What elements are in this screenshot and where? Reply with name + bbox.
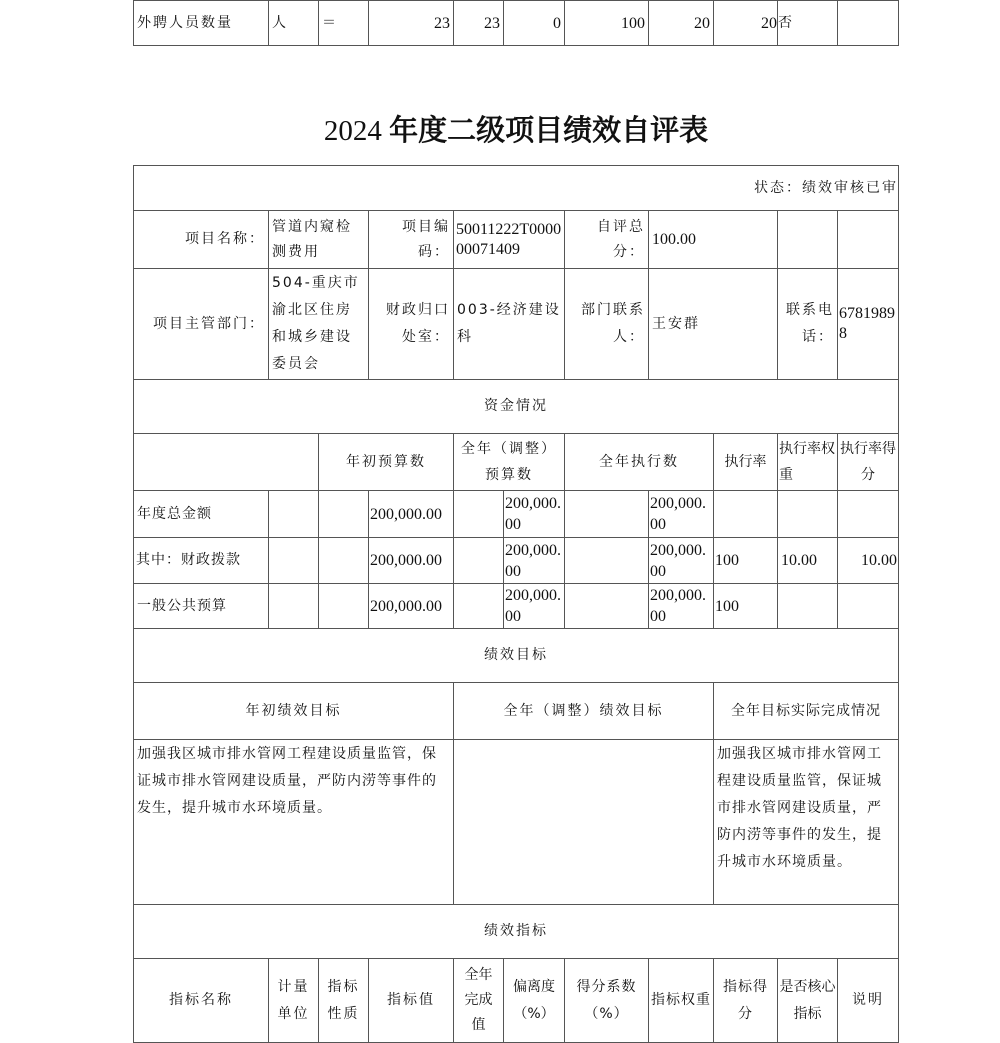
empty-cell: [269, 584, 319, 629]
funds-adjusted: 200,000.00: [504, 584, 565, 629]
indicator-value: 23: [369, 1, 454, 46]
funds-header-weight: 执行率权重: [778, 434, 838, 491]
goals-section-title: 绩效目标: [134, 629, 899, 683]
funds-score: 10.00: [838, 538, 899, 584]
funds-header-executed: 全年执行数: [565, 434, 714, 491]
project-code-label: 项目编码：: [369, 211, 454, 269]
goal-initial-text: 加强我区城市排水管网工程建设质量监管，保证城市排水管网建设质量，严防内涝等事件的发生，提升城市水环境质量。: [134, 740, 454, 905]
funds-row: [134, 584, 899, 629]
funds-row-label: 其中：财政拨款: [134, 538, 269, 584]
funds-weight: [778, 491, 838, 538]
phone-value: 67819898: [838, 269, 899, 380]
finance-value: 003-经济建设科: [454, 269, 565, 380]
indicator-header-coefficient: 得分系数（%）: [565, 959, 649, 1043]
indicator-header-weight: 指标权重: [649, 959, 714, 1043]
indicator-header-name: 指标名称: [134, 959, 269, 1043]
project-name-label: 项目名称：: [134, 211, 269, 269]
empty-cell: [319, 538, 369, 584]
empty-cell: [269, 538, 319, 584]
table-row: [134, 1, 899, 46]
indicator-note: [838, 1, 899, 46]
indicator-header-score: 指标得分: [714, 959, 778, 1043]
indicator-score: 20: [714, 1, 778, 46]
indicator-header-note: 说明: [838, 959, 899, 1043]
funds-initial: 200,000.00: [369, 538, 454, 584]
funds-initial: 200,000.00: [369, 491, 454, 538]
indicator-operator: ＝: [319, 1, 369, 46]
empty-cell: [838, 211, 899, 269]
empty-cell: [565, 491, 649, 538]
indicator-deviation: 0: [504, 1, 565, 46]
empty-cell: [565, 584, 649, 629]
funds-section-title: 资金情况: [134, 380, 899, 434]
indicator-header-nature: 指标性质: [319, 959, 369, 1043]
project-name-value: 管道内窥检测费用: [269, 211, 369, 269]
indicator-header-core: 是否核心指标: [778, 959, 838, 1043]
funds-row: [134, 491, 899, 538]
funds-row-label: 一般公共预算: [134, 584, 269, 629]
funds-rate: 100: [714, 584, 778, 629]
self-evaluation-table: [133, 165, 899, 1043]
empty-cell: [454, 538, 504, 584]
funds-row: [134, 538, 899, 584]
funds-header-score: 执行率得分: [838, 434, 899, 491]
empty-cell: [319, 491, 369, 538]
funds-executed: 200,000.00: [649, 538, 714, 584]
goal-adjusted-text: [454, 740, 714, 905]
empty-cell: [778, 211, 838, 269]
phone-label: 联系电话：: [778, 269, 838, 380]
title-year: 2024: [323, 115, 382, 147]
funds-score: [838, 584, 899, 629]
project-code-value: 50011222T000000071409: [454, 211, 565, 269]
goals-header-row: [134, 683, 899, 740]
funds-row-label: 年度总金额: [134, 491, 269, 538]
funds-initial: 200,000.00: [369, 584, 454, 629]
indicator-header-value: 指标值: [369, 959, 454, 1043]
score-value: 100.00: [649, 211, 778, 269]
funds-adjusted: 200,000.00: [504, 538, 565, 584]
empty-cell: [454, 584, 504, 629]
indicators-section-title: 绩效指标: [134, 905, 899, 959]
status-badge: 状态：绩效审核已审: [134, 166, 899, 211]
funds-score: [838, 491, 899, 538]
funds-rate: [714, 491, 778, 538]
indicators-section-row: [134, 905, 899, 959]
project-name-row: [134, 211, 899, 269]
funds-header-rate: 执行率: [714, 434, 778, 491]
funds-executed: 200,000.00: [649, 491, 714, 538]
funds-header-adjusted: 全年（调整）预算数: [454, 434, 565, 491]
goals-header-actual: 全年目标实际完成情况: [714, 683, 899, 740]
contact-value: 王安群: [649, 269, 778, 380]
indicator-coefficient: 100: [565, 1, 649, 46]
empty-cell: [269, 491, 319, 538]
indicator-name: 外聘人员数量: [134, 1, 269, 46]
empty-cell: [134, 434, 319, 491]
indicator-actual: 23: [454, 1, 504, 46]
goals-header-initial: 年初绩效目标: [134, 683, 454, 740]
dept-label: 项目主管部门：: [134, 269, 269, 380]
finance-label: 财政归口处室：: [369, 269, 454, 380]
empty-cell: [319, 584, 369, 629]
department-row: [134, 269, 899, 380]
goals-header-adjusted: 全年（调整）绩效目标: [454, 683, 714, 740]
page-title: [0, 108, 1000, 149]
indicator-header-actual: 全年完成值: [454, 959, 504, 1043]
title-text: 年度二级项目绩效自评表: [389, 115, 709, 147]
score-label: 自评总分：: [565, 211, 649, 269]
funds-weight: [778, 584, 838, 629]
indicator-row-table: [133, 0, 899, 46]
contact-label: 部门联系人：: [565, 269, 649, 380]
goals-section-row: [134, 629, 899, 683]
funds-rate: 100: [714, 538, 778, 584]
empty-cell: [454, 491, 504, 538]
goal-actual-text: 加强我区城市排水管网工程建设质量监管，保证城市排水管网建设质量，严防内涝等事件的发生，提升城市水环境质量。: [714, 740, 899, 905]
indicator-core: 否: [778, 1, 838, 46]
funds-header-row: [134, 434, 899, 491]
status-row: [134, 166, 899, 211]
indicators-header-row: [134, 959, 899, 1043]
dept-value: 504-重庆市渝北区住房和城乡建设委员会: [269, 269, 369, 380]
goals-content-row: [134, 740, 899, 905]
indicator-weight: 20: [649, 1, 714, 46]
indicator-header-deviation: 偏离度（%）: [504, 959, 565, 1043]
funds-header-initial: 年初预算数: [319, 434, 454, 491]
funds-weight: 10.00: [778, 538, 838, 584]
empty-cell: [565, 538, 649, 584]
indicator-header-unit: 计量单位: [269, 959, 319, 1043]
funds-section-row: [134, 380, 899, 434]
funds-adjusted: 200,000.00: [504, 491, 565, 538]
funds-executed: 200,000.00: [649, 584, 714, 629]
indicator-unit: 人: [269, 1, 319, 46]
